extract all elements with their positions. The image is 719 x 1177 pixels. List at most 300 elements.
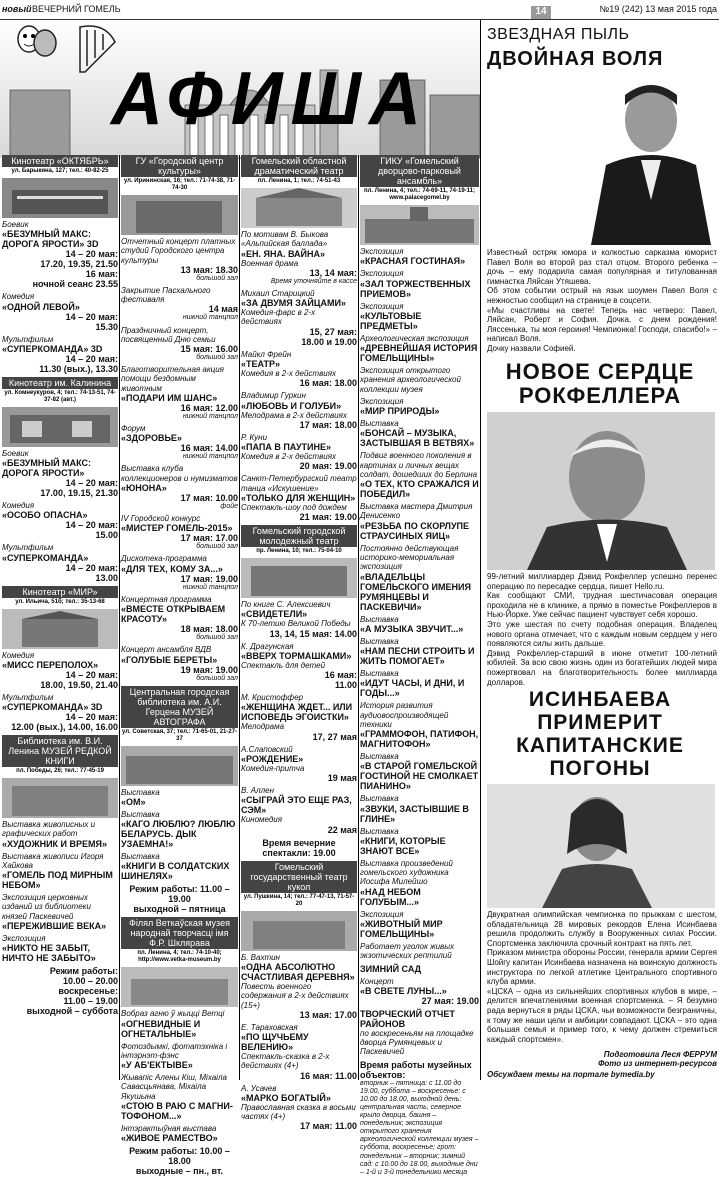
venue-photo [2, 778, 118, 818]
column-museums [360, 155, 479, 1176]
venue-photo [2, 407, 118, 447]
photo-isinbaeva [487, 784, 715, 908]
listing-genre: Работает уголок живых экзотических рептилий [360, 941, 455, 961]
listing-genre: Экспозиция [2, 933, 46, 943]
venue-address: ул. Комнеукуров, 4; тел.: 74-13-51, 74-37-82 (авт.) [2, 389, 118, 405]
listing-item [2, 651, 118, 690]
listing-item [241, 289, 357, 347]
listing-genre: Экспозиция [360, 269, 404, 279]
listing-name: «ДЛЯ ТЕХ, КОМУ ЗА...» [121, 563, 223, 574]
venue-address: пл. Победы, 26; тел.: 77-45-19 [2, 767, 118, 776]
listing-item [121, 554, 238, 591]
listing-venue-note: нижний танцпол [182, 314, 238, 322]
listing-venue-note: большой зал [196, 543, 238, 551]
listing-name: «БЕЗУМНЫЙ МАКС: ДОРОГА ЯРОСТИ» 3D [2, 229, 99, 250]
listing-time: 13 мая: 18.30 [180, 264, 238, 275]
listing-item [2, 852, 118, 891]
listing-name: «У АБ'ЕКТЫВЕ» [121, 1060, 193, 1071]
listing-venue-note: нижний танцпол [182, 583, 238, 591]
listing-name: «ВВЕРХ ТОРМАШКАМИ» [241, 650, 352, 661]
venue-header: ГИКУ «Гомельский дворцово-парковый ансамбль» [360, 155, 479, 187]
listing-time: 22 мая [327, 824, 357, 835]
listing-genre: Санкт-Петербургский театр танца «Искушение» [241, 474, 357, 493]
listing-genre: Выставка [360, 636, 399, 646]
listing-time: 14 – 20 мая: 18.00, 19.50, 21.40 [40, 669, 118, 690]
listing-genre: Благотворительная акция помощи бездомным животным [121, 365, 224, 393]
listing-genre: Выставка [360, 826, 399, 836]
listing-item [2, 543, 118, 582]
venue-address: ул. Ильича, 51б; тел.: 35-13-68 [2, 598, 118, 607]
listing-item [2, 693, 118, 732]
listing-genre: Экспозиция [360, 909, 404, 919]
listing-genre: Е. Тараховская [241, 1022, 298, 1032]
listing-genre: Археологическая экспозиция [360, 333, 469, 343]
listing-genre: Концерт [360, 976, 394, 986]
listing-time: 16 мая: 18.00 [299, 378, 357, 389]
listing-name: «В СТАРОЙ ГОМЕЛЬСКОЙ ГОСТИНОЙ НЕ СМОЛКАЕТ ПИАНИНО» [360, 761, 479, 792]
headline-rockefeller: НОВОЕ СЕРДЦЕ РОКФЕЛЛЕРА [505, 359, 695, 408]
listing-note: Комедия в 2-х действиях [241, 452, 336, 462]
listing-venue-note: большой зал [196, 354, 238, 362]
listing-name: «В СВЕТЕ ЛУНЫ...» [360, 985, 447, 996]
listing-time: 14 – 20 мая: 15.00 [65, 520, 118, 541]
listing-time: 17 мая: 18.00 [299, 419, 357, 430]
listing-genre: Выставка живописи Игоря Хайкова [2, 851, 104, 870]
listing-name: «СУПЕРКОМАНДА» 3D [2, 702, 103, 713]
celebrity-news [481, 20, 719, 1080]
listing-name: «НАМ ПЕСНИ СТРОИТЬ И ЖИТЬ ПОМОГАЕТ» [360, 646, 475, 667]
listing-item [360, 451, 479, 499]
listing-note: Мелодрама [241, 722, 285, 732]
listing-name: «ПАПА В ПАУТИНЕ» [241, 442, 332, 453]
listing-genre: Выставка мастера Дмитрия Денисенко [360, 502, 473, 521]
listing-genre: Выставка живописных и графических работ [2, 820, 96, 839]
listing-genre: Інтэрактыўная выстава [121, 1124, 217, 1133]
listing-name: «СУПЕРКОМАНДА» [2, 552, 89, 563]
listing-note: Спектакль для детей [241, 660, 326, 670]
listing-genre: По книге С. Алексиевич [241, 600, 331, 610]
listing-genre: Выставка клуба коллекционеров и нумизматов [121, 464, 238, 483]
listing-name: «ПЕРЕЖИВШИЕ ВЕКА» [2, 920, 107, 931]
listing-item [121, 1124, 238, 1143]
listing-name: «НАД НЕБОМ ГОЛУБЫМ...» [360, 886, 421, 907]
listing-item [2, 335, 118, 374]
listing-item [121, 237, 238, 283]
venue-photo [2, 609, 118, 649]
photo-rockefeller [487, 412, 715, 570]
listing-item [360, 502, 479, 541]
venue-address: пл. Ленина, 4; тел.: 74-10-40; http://www.vetka-museum.by [121, 949, 238, 965]
listing-item [121, 645, 238, 682]
listing-name: «ДРЕВНЕЙШАЯ ИСТОРИЯ ГОМЕЛЬЩИНЫ» [360, 343, 478, 364]
listing-genre: История развития аудиовоспроизводящей техники [360, 701, 449, 729]
listing-item [121, 1073, 238, 1121]
listing-item [360, 669, 479, 698]
listing-name: «РОЖДЕНИЕ» [241, 753, 304, 764]
listing-note: Православная сказка в восьми частях (4+) [241, 1102, 356, 1122]
venue-header: Кинотеатр «ОКТЯБРЬ» [2, 155, 118, 167]
listing-name: ЗИМНИЙ САД [360, 963, 422, 974]
listing-genre: Экспозиция [360, 301, 404, 311]
venue-address: ул. Барыкина, 127; тел.: 40-82-25 [2, 167, 118, 176]
listing-venue-note: фойе [220, 503, 238, 510]
listing-item [360, 366, 479, 394]
listing-note: Комедия-фарс в 2-х действиях [241, 308, 316, 327]
listing-venue-note: нижний танцпол [182, 412, 238, 420]
listing-genre: Концертная программа [121, 594, 212, 604]
listing-time: 16 мая: 14.00 [180, 443, 238, 454]
listing-name: «РЕЗЬБА ПО СКОРЛУПЕ СТРАУСИНЫХ ЯИЦ» [360, 520, 470, 541]
listing-name: «БЕЗУМНЫЙ МАКС: ДОРОГА ЯРОСТИ» [2, 458, 92, 479]
venue-photo [241, 188, 357, 228]
listing-item [121, 464, 238, 511]
listing-item [121, 286, 238, 323]
opening-hours: Режим работы: 10.00 – 20.00 воскресенье: 11.00 – 19.00 выходной – суббота [26, 966, 118, 1017]
venue-header: Кинотеатр им. Калинина [2, 377, 118, 389]
listing-name: «ГОЛУБЫЕ БЕРЕТЫ» [121, 654, 218, 665]
photo-pavel-volya [571, 70, 716, 245]
listing-item [360, 942, 479, 961]
listing-time: 13, 14 мая: [309, 267, 357, 278]
listing-item [121, 595, 238, 642]
listing-name: «ГОМЕЛЬ ПОД МИРНЫМ НЕБОМ» [2, 870, 113, 891]
listing-name: «А МУЗЫКА ЗВУЧИТ...» [360, 623, 464, 634]
listing-name: «ОМ» [121, 796, 146, 807]
listing-name: «СВИДЕТЕЛИ» [241, 609, 308, 620]
listing-note: Киномедия [241, 815, 283, 825]
listing-item [2, 501, 118, 540]
article-rockefeller: 99-летний миллиардер Дэвид Рокфеллер успешно перенес операцию по пересадке сердца, пишет Hello.ru. Как сообщают СМИ, трудная шестичасовая операция проходила не в клинике, а прямо в поместье Рокфеллеров в Нью-Йорке. Уже сейчас пациент чувствует себя хорошо. Это уже шестая по счету подобная операция. Владелец нового органа отмечает, что с каждым новым сердцем у него появляются силы жить дальше. Дэвид Рокфеллер-старший в июне отметит 100-летний юбилей. За всю свою жизнь один из богатейших людей мира пожертвовал на благотворительность более миллиарда долларов. [487, 572, 717, 687]
listing-item [121, 424, 238, 461]
listing-item [360, 827, 479, 856]
listing-note: Мелодрама в 2-х действиях [241, 410, 347, 420]
listing-name: «ОСОБО ОПАСНА» [2, 510, 88, 521]
listing-item [360, 397, 479, 416]
paper-logo: новый [2, 4, 32, 14]
listing-genre: Выставка [360, 669, 399, 679]
listing-item [2, 934, 118, 963]
listing-name: «ЕН. ЯНА. ВАЙНА» [241, 248, 326, 259]
listing-genre: Дискотека-программа [121, 554, 207, 564]
page-number: 14 [531, 6, 551, 19]
listing-item [2, 292, 118, 331]
listing-genre: Выставка [360, 794, 399, 804]
listing-item [121, 514, 238, 551]
listing-name: «КРАСНАЯ ГОСТИНАЯ» [360, 256, 466, 267]
listing-item [241, 1084, 357, 1132]
listing-note: Военная драма [241, 258, 299, 268]
listing-time: 17 мая: 19.00 [180, 573, 238, 584]
column-theatres [241, 155, 357, 1132]
listing-item [360, 419, 479, 448]
listing-genre: А.Слаповский [241, 744, 293, 754]
opening-hours: Режим работы: 11.00 – 19.00 выходной – пятница [129, 884, 230, 915]
listing-name: «СЫГРАЙ ЭТО ЕЩЕ РАЗ, СЭМ» [241, 795, 352, 816]
listing-name: «ЗАЛ ТОРЖЕСТВЕННЫХ ПРИЕМОВ» [360, 278, 471, 299]
listing-name: «ОДНОЙ ЛЕВОЙ» [2, 301, 80, 312]
listing-time: 18 мая: 18.00 [180, 624, 238, 635]
listing-name: «ВЛАДЕЛЬЦЫ ГОМЕЛЬСКОГО ИМЕНИЯ РУМЯНЦЕВЫ И ПАСКЕВИЧИ» [360, 571, 471, 612]
listing-note: Комедия-притча [241, 763, 305, 773]
listing-name: «МИСТЕР ГОМЕЛЬ-2015» [121, 523, 233, 534]
afisha-title: АФИША [111, 56, 429, 141]
listing-item [121, 788, 238, 807]
listing-item [360, 964, 479, 974]
listing-item [121, 365, 238, 421]
listing-item [241, 745, 357, 784]
listing-item [360, 302, 479, 331]
listing-item [360, 615, 479, 634]
listing-name: ТВОРЧЕСКИЙ ОТЧЕТ РАЙОНОВ [360, 1008, 455, 1029]
venue-header: Библиотека им. В.И. Ленина МУЗЕЙ РЕДКОЙ КНИГИ [2, 735, 118, 767]
listing-name: «ОГНЕВИДНЫЕ И ОГНЕТАЛЬНЫЕ» [121, 1018, 201, 1039]
section-kicker: ЗВЕЗДНАЯ ПЫЛЬ [487, 26, 630, 43]
listing-time: 17 мая: 17.00 [180, 533, 238, 544]
venue-header: Гомельский городской молодежный театр [241, 525, 357, 547]
evening-shows: Время вечерние спектакли: 19.00 [262, 837, 336, 858]
hours-heading: Время работы музейных объектов: [360, 1059, 472, 1080]
listing-item [121, 1009, 238, 1038]
listing-genre: А. Усачев [241, 1083, 277, 1093]
listing-item [241, 1023, 357, 1081]
listing-time: 14 – 20 мая: 11.30 (вых.), 13.30 [39, 353, 118, 374]
listing-genre: Мультфильм [2, 692, 54, 702]
listing-time: 14 мая [208, 304, 238, 315]
issue-info: №19 (242) 13 мая 2015 года [599, 4, 717, 14]
listing-name: «ТЕАТР» [241, 358, 281, 369]
hours-text: вторник – пятница: с 11.00 до 19.00, суббота – воскресенье: с 10.00 до 18.00, выходной день: центральная часть, северное крыло дворца, башня – понедельник; экспозиция открытого хранения археологической коллекции музея – суббота, воскресенье; грот: понедельник – вторник; зимний сад: с 10.00 до 18.00, выходные дни – 1-й и 3-й понедельники месяца [360, 1079, 479, 1176]
listing-note: по воскресеньям на площадке дворца Румянцевых и Паскевичей [360, 1028, 474, 1057]
listing-name: «БОНСАЙ – МУЗЫКА, ЗАСТЫВШАЯ В ВЕТВЯХ» [360, 428, 475, 449]
listing-item [241, 230, 357, 286]
venue-photo [121, 195, 238, 235]
listing-item [241, 953, 357, 1020]
listing-item [2, 449, 118, 498]
listing-genre: Экспозиция [360, 247, 404, 256]
listing-genre: Праздничный концерт, посвященный Дню семьи [121, 325, 216, 344]
listing-name: «КНИГИ В СОЛДАТСКИХ ШИНЕЛЯХ» [121, 861, 230, 882]
listing-genre: Выставка [360, 419, 399, 429]
listing-name: «КУЛЬТОВЫЕ ПРЕДМЕТЫ» [360, 310, 422, 331]
venue-photo [360, 205, 479, 245]
listing-genre: Фотоздымкі, фотатэхніка і інтэрнэт-фэнс [121, 1041, 228, 1060]
listing-genre: По мотивам В. Быкова «Альпийская баллада» [241, 230, 329, 249]
venue-header: ГУ «Городской центр культуры» [121, 155, 238, 177]
listing-item [360, 544, 479, 612]
listing-time: 20 мая: 19.00 [299, 461, 357, 472]
listing-genre: Выставка [360, 614, 399, 624]
listing-name: «МАРКО БОГАТЫЙ» [241, 1092, 331, 1103]
listing-genre: Выставка произведений гомельского художника Иосифа Милейшо [360, 858, 453, 887]
listing-item [241, 693, 357, 742]
listing-venue-note: большой зал [196, 634, 238, 642]
listing-time: 15, 27 мая: 18.00 и 19.00 [301, 326, 357, 347]
listing-name: «ЗВУКИ, ЗАСТЫВШИЕ В ГЛИНЕ» [360, 803, 469, 824]
listing-item [241, 786, 357, 835]
headline-volya: ДВОЙНАЯ ВОЛЯ [487, 48, 664, 70]
listing-genre: Михаил Старицкий [241, 288, 315, 298]
column-culture [121, 155, 238, 1177]
discuss-note: Обсуждаем темы на портале bymedia.by [487, 1070, 655, 1079]
listing-genre: Комедия [2, 292, 35, 302]
listing-item [360, 637, 479, 666]
listing-name: «ЖИВОЕ РАМЕСТВО» [121, 1133, 218, 1144]
listing-time: 16 мая: 11.00 [300, 1070, 357, 1081]
listing-item [360, 752, 479, 791]
listing-item [121, 810, 238, 849]
listing-name: «О ТЕХ, КТО СРАЖАЛСЯ И ПОБЕДИЛ» [360, 479, 479, 500]
listing-item [360, 701, 479, 749]
listing-item [360, 334, 479, 363]
listing-item [2, 893, 118, 931]
listing-time: 13 мая: 17.00 [299, 1009, 357, 1020]
listing-item [241, 433, 357, 472]
listing-genre: Выставка [360, 752, 399, 762]
listing-name: «СУПЕРКОМАНДА» 3D [2, 343, 103, 354]
listing-item [241, 350, 357, 389]
listing-genre: Мультфильм [2, 334, 54, 344]
listing-time: 17 мая: 11.00 [300, 1121, 357, 1132]
listing-item [360, 910, 479, 939]
listing-item [360, 859, 479, 907]
listing-item [241, 642, 357, 691]
listing-note: Спектакль-шоу под дождем [241, 502, 347, 512]
listing-time: 14 – 20 мая: 13.00 [65, 562, 118, 583]
listing-name: «ГРАММОФОН, ПАТИФОН, МАГНИТОФОН» [360, 729, 479, 750]
venue-address: ул. Ирининская, 16; тел.: 71-74-38, 71-74-30 [121, 177, 238, 193]
listing-name: «ИДУТ ЧАСЫ, И ДНИ, И ГОДЫ...» [360, 678, 465, 699]
listing-name: «ОДНА АБСОЛЮТНО СЧАСТЛИВАЯ ДЕРЕВНЯ» [241, 962, 355, 983]
listing-item [2, 220, 118, 289]
page-header [0, 0, 719, 20]
venue-address: ул. Советская, 37; тел.: 71-65-01, 21-27-37 [121, 728, 238, 742]
listing-genre: Выставка [121, 852, 160, 862]
listing-genre: Экспозиция церковных изданий из библиотеки князей Паскевичей [2, 893, 91, 921]
listing-genre: Выставка [121, 787, 160, 797]
listing-name: «КНИГИ, КОТОРЫЕ ЗНАЮТ ВСЕ» [360, 835, 446, 856]
venue-photo [121, 746, 238, 786]
listing-item [360, 247, 479, 266]
listing-genre: Форум [121, 424, 146, 434]
listing-item [360, 269, 479, 298]
listing-genre: Майкл Фрейн [241, 349, 292, 359]
listing-item [360, 977, 479, 1006]
listing-genre: Р. Куни [241, 432, 268, 442]
listing-genre: Мультфильм [2, 543, 54, 553]
listing-genre: М. Кристоффер [241, 693, 304, 703]
listing-note: К 70-летию Великой Победы [241, 619, 351, 629]
listing-time: 19 мая [327, 773, 357, 784]
listing-name: «ЛЮБОВЬ И ГОЛУБИ» [241, 400, 342, 411]
listing-item [360, 794, 479, 823]
listing-item [121, 1042, 238, 1071]
venue-address: пр. Ленина, 10; тел.: 75-04-10 [241, 547, 357, 556]
listing-name: «ЖЕНЩИНА ЖДЕТ... ИЛИ ИСПОВЕДЬ ЭГОИСТКИ» [241, 702, 353, 723]
article-volya: Известный остряк юмора и колкостью сарказма юморист Павел Воля во второй раз стал отцом. Второго ребенка – дочь – ему подарила самая популярная и титулованная гимнастка Ляйсан Утяшева. Об этом событии острый на язык шоумен Павел Воля с нежностью сообщил на странице в соцсети. «Мы счастливы на свете! Теперь нас четверо: Павел, Ляйсан, Роберт и София. Дочка, с днем рождения! Ляссенька, ты моя героиня! Чемпионка! Господи, спасибо!» – написал Воля. Дочку назвали Софией. [487, 248, 717, 353]
venue-photo [2, 178, 118, 218]
listing-genre: Комедия [2, 501, 35, 511]
venue-photo [121, 967, 238, 1007]
venue-header: Гомельский областной драматический театр [241, 155, 357, 177]
listing-name: «ВМЕСТЕ ОТКРЫВАЕМ КРАСОТУ» [121, 604, 226, 625]
listing-note: Спектакль-сказка в 2-х действиях (4+) [241, 1052, 330, 1071]
listing-time: 14 – 20 мая: 15.30 [65, 311, 118, 332]
listing-name: «МИСС ПЕРЕПОЛОХ» [2, 659, 99, 670]
venue-header: Центральная городская библиотека им. А.И. Герцена МУЗЕЙ АВТОГРАФА [121, 686, 238, 728]
listing-genre: Б. Вахтин [241, 952, 280, 962]
article-credit: Подготовила Леся ФЕРРУМ Фото из интернет-ресурсов [598, 1050, 717, 1069]
listing-item [241, 600, 357, 639]
listing-time: 27 мая: 19.00 [421, 995, 479, 1006]
venue-header: Філял Веткаўская музея народнай творчасці імя Ф.Р. Шкляравa [121, 917, 238, 949]
listing-time: 16 мая: 11.00 [324, 670, 357, 691]
listing-venue-note: большой зал [196, 274, 238, 282]
listing-item [2, 820, 118, 849]
listing-time: 14 – 20 мая: 17.20, 19.35, 21.50 16 мая: ночной сеанс 23.55 [32, 249, 118, 290]
listing-genre: Отчетный концерт платных студий Городского центра культуры [121, 237, 236, 265]
listing-item [121, 852, 238, 881]
listing-time: 14 – 20 мая: 12.00 (вых.), 14.00, 16.00 [11, 712, 118, 733]
listing-name: «ЮНОНА» [121, 483, 167, 493]
listing-time: 17 мая: 10.00 [180, 493, 238, 503]
listing-item [241, 391, 357, 430]
listing-name: «СТОЮ В РАЮ С МАГНИ-ТОФОНОМ...» [121, 1101, 233, 1121]
listing-name: «ХУДОЖНИК И ВРЕМЯ» [2, 838, 107, 849]
listing-genre: IV Городской конкурс [121, 514, 201, 524]
listing-name: «КАГО ЛЮБЛЮ? ЛЮБЛЮ БЕЛАРУСЬ. ДЫК УЗАЕМНА!» [121, 819, 236, 850]
listing-genre: Выставка [121, 809, 160, 819]
column-cinemas [2, 155, 118, 1080]
paper-name: ВЕЧЕРНИЙ ГОМЕЛЬ [32, 4, 121, 14]
venue-address: пл. Ленина, 1; тел.: 74-51-43 [241, 177, 357, 186]
venue-photo [241, 558, 357, 598]
listing-genre: Концерт ансамбля ВДВ [121, 645, 212, 655]
venue-address: ул. Пушкина, 14; тел.: 77-47-13, 71-57-20 [241, 893, 357, 909]
listing-note: Повесть военного содержания в 2-х действиях (15+) [241, 982, 349, 1010]
listing-name: «ПО ЩУЧЬЕМУ ВЕЛЕНИЮ» [241, 1032, 309, 1053]
listing-name: «МИР ПРИРОДЫ» [360, 406, 440, 417]
listing-genre: Боевик [2, 220, 29, 229]
listing-note: Комедия в 2-х действиях [241, 368, 336, 378]
listing-time: 17, 27 мая [312, 731, 357, 742]
listing-genre: Владимир Гуркин [241, 391, 306, 401]
listing-genre: Постоянно действующая историко-мемориальная экспозиция [360, 543, 459, 572]
venue-header: Кинотеатр «МИР» [2, 586, 118, 598]
listing-name: «ЗА ДВУМЯ ЗАЙЦАМИ» [241, 298, 346, 309]
listing-venue-note: большой зал [196, 674, 238, 682]
listing-time: 15 мая: 16.00 [180, 344, 238, 355]
listing-time: 21 мая: 19.00 [299, 512, 357, 523]
listing-name: «НИКТО НЕ ЗАБЫТ, НИЧТО НЕ ЗАБЫТО» [2, 943, 96, 964]
listing-name: «ЗДОРОВЬЕ» [121, 433, 182, 444]
venue-photo [241, 911, 357, 951]
listing-genre: В. Аллен [241, 786, 274, 796]
listing-time: 14 – 20 мая: 17.00, 19.15, 21.30 [40, 478, 118, 499]
listing-genre: Боевик [2, 448, 29, 458]
venue-address: пл. Ленина, 4; тел.: 74-69-11, 74-19-11; www.palacegomel.by [360, 187, 479, 203]
listing-time: 16 мая: 12.00 [180, 402, 238, 413]
listing-item [241, 474, 357, 522]
listing-item [360, 1009, 479, 1057]
listing-genre: Закрытие Пасхального фестиваля [121, 285, 211, 305]
afisha-banner [0, 20, 481, 158]
listing-genre: Комедия [2, 650, 35, 660]
listing-time: 13, 14, 15 мая: 14.00 [269, 628, 357, 639]
article-isinbaeva: Двукратная олимпийская чемпионка по прыжкам с шестом, обладательница 28 мировых рекордов Елена Исинбаева решила продолжить службу в Вооруженных силах России. Спортсменка заключила срочный контракт на пять лет. Приказом министра обороны России, генерала армии Сергея Шойгу капитан Исинбаева назначена на воинскую должность инструктора по легкой атлетике Центрального спортивного клуба армии. «ЦСКА – одна из сильнейших спортивных клубов в мире, – делится впечатлениями военная спортсменка. – Я безумно рада вернуться в ряды ЦСКА, чьи возможности безграничны, к тому же наши цели и амбиции совпадают. ЦСКА – это одна большая семья и пример того, к чему должен стремиться каждый спортсмен». [487, 910, 717, 1044]
listing-genre: Жывапіс Алены Кіш, Міхаіла Савасцьянава, Міхаіла Якушына [121, 1073, 227, 1101]
listing-genre: Экспозиция [360, 396, 404, 406]
listing-genre: Вобраз агню ў жыцці Ветці [121, 1009, 225, 1019]
